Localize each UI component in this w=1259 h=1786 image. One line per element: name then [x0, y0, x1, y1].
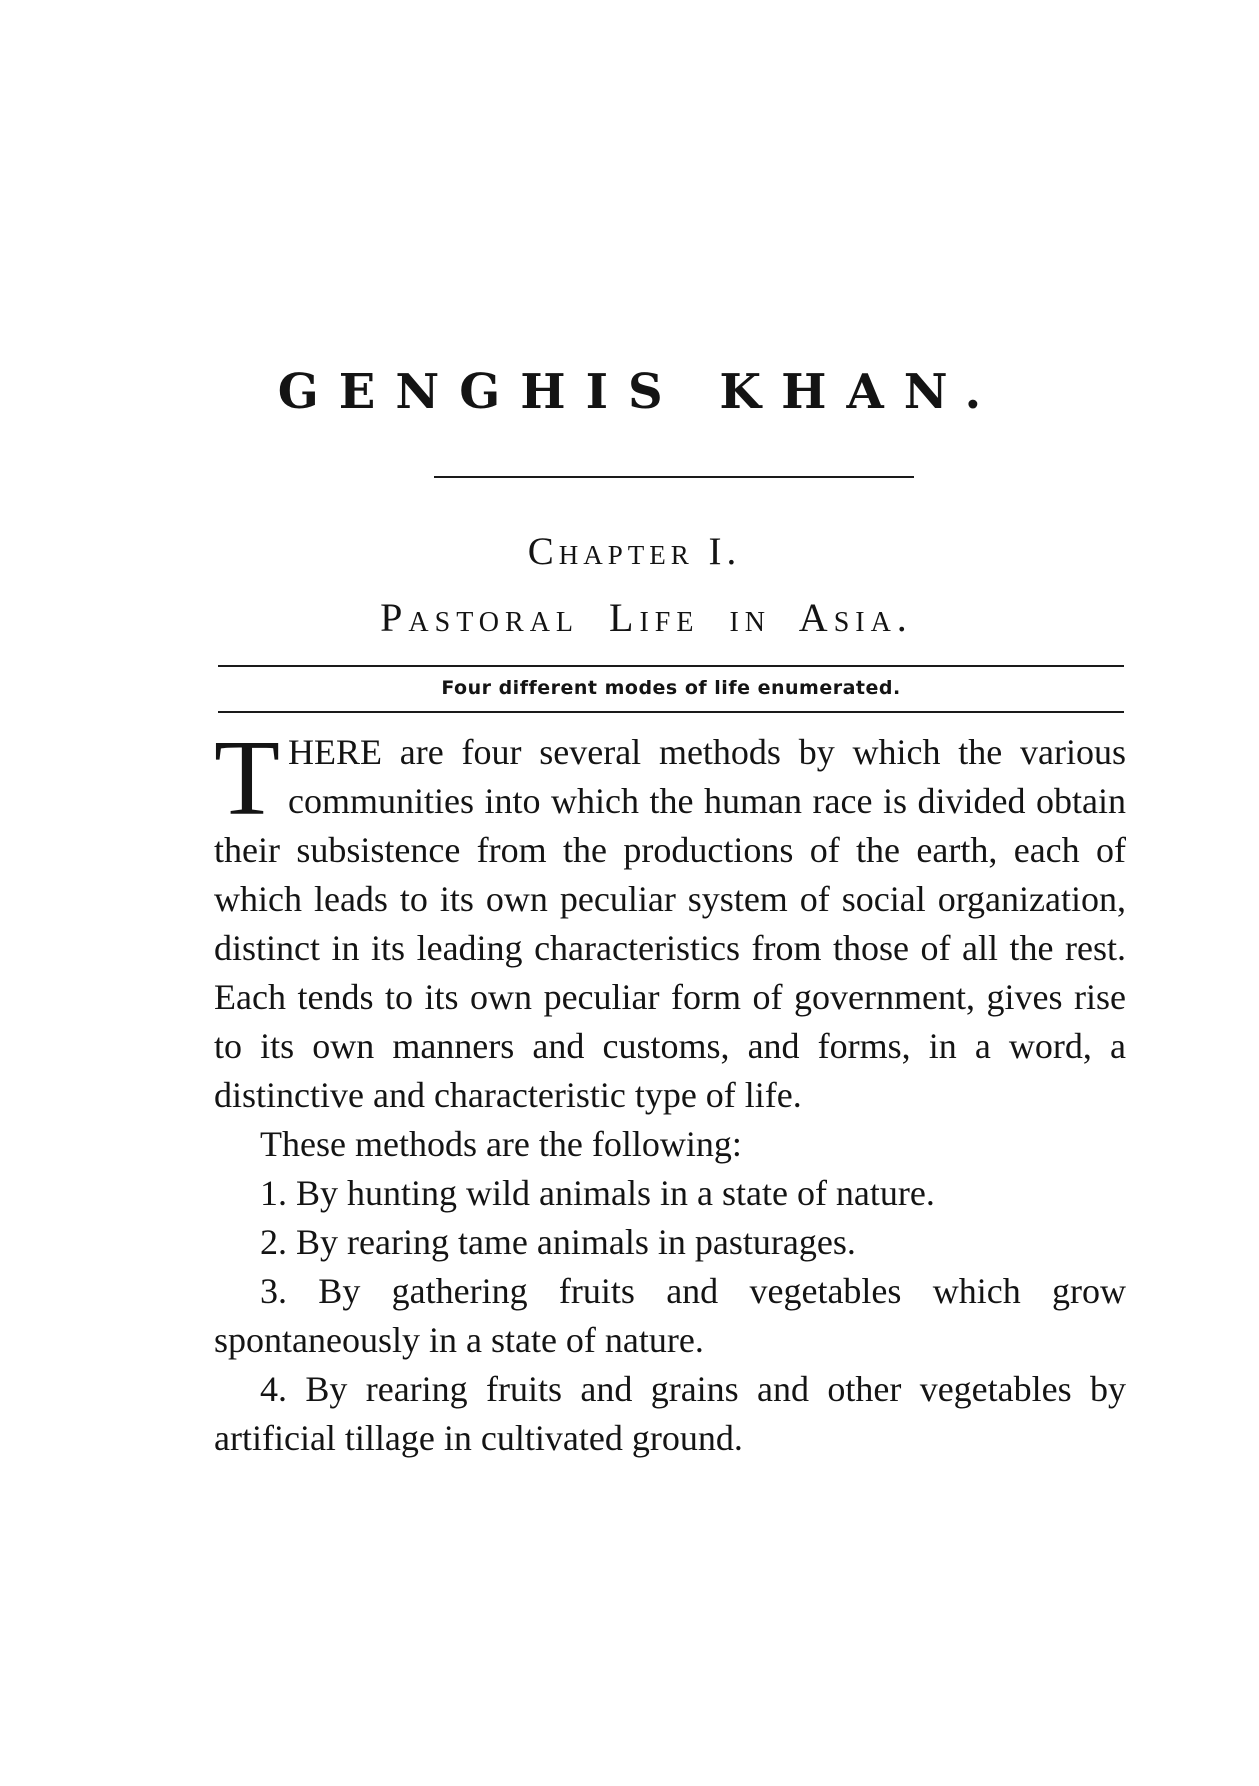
method-item-1: 1. By hunting wild animals in a state of nature. [260, 1173, 935, 1213]
method-item-4: 4. By rearing fruits and grains and other vegetables by artificial tillage in cultivated ground. [214, 1369, 1126, 1458]
intro-paragraph [214, 719, 1126, 1120]
book-title: GENGHIS KHAN. [277, 364, 1002, 420]
chapter-label: Chapter I. [527, 530, 742, 573]
method-item-3: 3. By gathering fruits and vegetables which grow spontaneously in a state of nature. [214, 1271, 1126, 1360]
title-divider [434, 476, 914, 478]
chapter-body [214, 719, 1126, 1463]
method-item-2: 2. By rearing tame animals in pasturages. [260, 1222, 856, 1262]
drop-cap: T [214, 719, 280, 838]
intro-paragraph-text: HERE are four several methods by which the various communities into which the human race is divided obtain their subsistence from the productions of the earth, each of which leads to its own peculiar system of social organization, distinct in its leading characteristics from those of all the rest. Each tends to its own peculiar form of government, gives rise to its own manners and customs, and forms, in a word, a distinctive and characteristic type of life. [214, 732, 1126, 1115]
summary-bottom-divider [218, 711, 1124, 713]
methods-intro: These methods are the following: [260, 1124, 742, 1164]
summary-top-divider [218, 665, 1124, 667]
chapter-subtitle: Pastoral Life in Asia. [380, 595, 913, 640]
chapter-summary: Four different modes of life enumerated. [441, 677, 901, 699]
